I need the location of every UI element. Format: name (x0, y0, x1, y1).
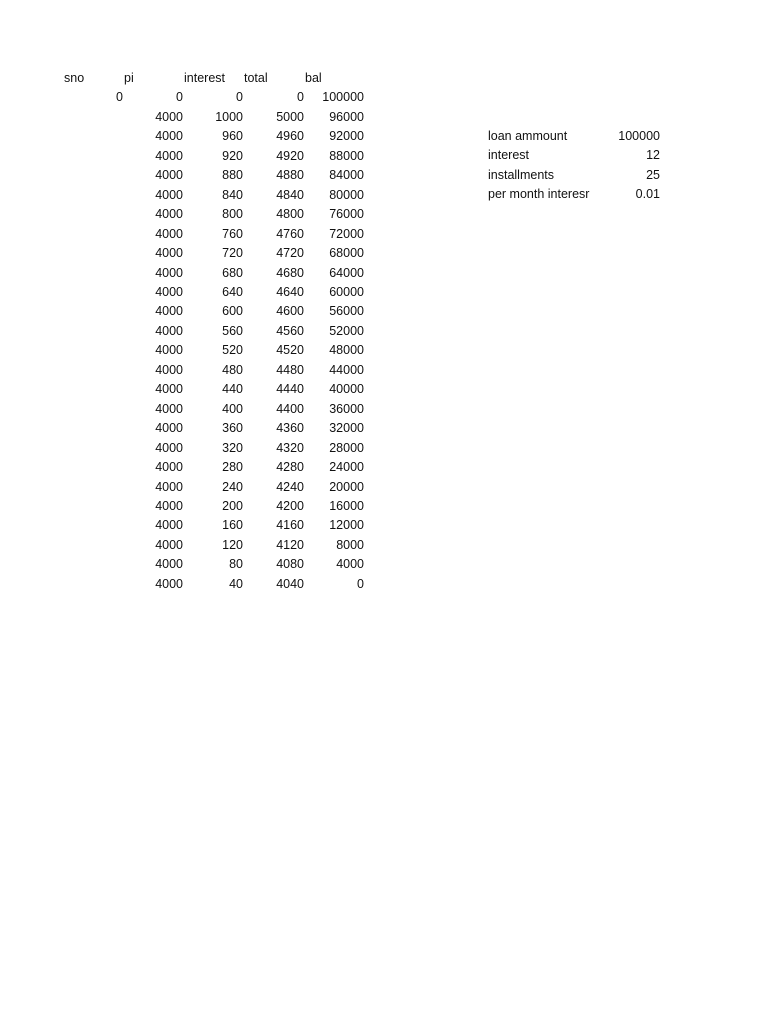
cell-interest: 880 (222, 168, 243, 183)
cell-sno (54, 322, 124, 341)
cell-pi: 4000 (155, 537, 183, 552)
loan-parameters-table (488, 127, 660, 205)
cell-total: 4120 (276, 537, 304, 552)
cell-bal: 24000 (329, 460, 364, 475)
cell-sno (54, 225, 124, 244)
cell-total: 4960 (276, 129, 304, 144)
loan-schedule-table (54, 69, 365, 594)
table-row (54, 108, 365, 127)
header-interest: interest (184, 71, 225, 85)
cell-sno (54, 147, 124, 166)
param-row (488, 185, 660, 204)
cell-interest: 560 (222, 323, 243, 338)
param-row (488, 166, 660, 185)
param-value: 0.01 (635, 187, 660, 202)
table-row (54, 322, 365, 341)
cell-total: 0 (297, 90, 304, 105)
header-bal: bal (305, 71, 322, 85)
cell-sno (54, 400, 124, 419)
cell-total: 4800 (276, 207, 304, 222)
cell-pi: 4000 (155, 518, 183, 533)
cell-pi: 4000 (155, 362, 183, 377)
table-row (54, 283, 365, 302)
cell-interest: 480 (222, 362, 243, 377)
table-row (54, 361, 365, 380)
cell-sno (54, 536, 124, 555)
cell-bal: 68000 (329, 246, 364, 261)
cell-interest: 360 (222, 421, 243, 436)
table-row (54, 555, 365, 574)
cell-sno (54, 380, 124, 399)
table-row (54, 458, 365, 477)
cell-bal: 100000 (322, 90, 364, 105)
param-value: 25 (646, 167, 660, 182)
cell-sno (54, 516, 124, 535)
cell-interest: 720 (222, 246, 243, 261)
cell-interest: 440 (222, 382, 243, 397)
cell-interest: 840 (222, 187, 243, 202)
cell-sno (54, 478, 124, 497)
param-row (488, 146, 660, 165)
cell-sno (54, 127, 124, 146)
cell-pi: 4000 (155, 168, 183, 183)
cell-interest: 520 (222, 343, 243, 358)
cell-sno (54, 497, 124, 516)
cell-bal: 8000 (336, 537, 364, 552)
cell-bal: 52000 (329, 323, 364, 338)
cell-pi: 4000 (155, 498, 183, 513)
cell-bal: 48000 (329, 343, 364, 358)
cell-interest: 800 (222, 207, 243, 222)
cell-sno (54, 419, 124, 438)
cell-total: 4240 (276, 479, 304, 494)
cell-sno (54, 283, 124, 302)
cell-total: 4160 (276, 518, 304, 533)
cell-interest: 640 (222, 284, 243, 299)
cell-bal: 72000 (329, 226, 364, 241)
cell-total: 4480 (276, 362, 304, 377)
cell-bal: 36000 (329, 401, 364, 416)
cell-interest: 240 (222, 479, 243, 494)
table-row (54, 478, 365, 497)
table-row (54, 497, 365, 516)
cell-bal: 92000 (329, 129, 364, 144)
table-row (54, 225, 365, 244)
table-row (54, 341, 365, 360)
cell-sno: 0 (116, 90, 123, 105)
cell-bal: 76000 (329, 207, 364, 222)
table-row (54, 205, 365, 224)
cell-interest: 320 (222, 440, 243, 455)
cell-sno (54, 341, 124, 360)
cell-total: 4680 (276, 265, 304, 280)
cell-total: 4600 (276, 304, 304, 319)
cell-sno (54, 361, 124, 380)
table-row (54, 264, 365, 283)
cell-sno (54, 302, 124, 321)
cell-interest: 1000 (215, 109, 243, 124)
cell-sno (54, 166, 124, 185)
cell-interest: 160 (222, 518, 243, 533)
cell-bal: 12000 (329, 518, 364, 533)
cell-total: 4280 (276, 460, 304, 475)
table-row (54, 302, 365, 321)
cell-total: 4560 (276, 323, 304, 338)
cell-interest: 0 (236, 90, 243, 105)
cell-interest: 40 (229, 576, 243, 591)
table-row (54, 400, 365, 419)
cell-bal: 28000 (329, 440, 364, 455)
param-label: per month interesr (488, 187, 590, 202)
cell-sno (54, 458, 124, 477)
cell-total: 4200 (276, 498, 304, 513)
cell-pi: 4000 (155, 421, 183, 436)
cell-pi: 4000 (155, 129, 183, 144)
cell-pi: 4000 (155, 265, 183, 280)
cell-total: 5000 (276, 109, 304, 124)
cell-bal: 80000 (329, 187, 364, 202)
cell-sno (54, 108, 124, 127)
cell-total: 4640 (276, 284, 304, 299)
cell-interest: 280 (222, 460, 243, 475)
table-row (54, 439, 365, 458)
cell-bal: 56000 (329, 304, 364, 319)
cell-interest: 600 (222, 304, 243, 319)
table-row (54, 88, 365, 107)
cell-total: 4840 (276, 187, 304, 202)
cell-bal: 4000 (336, 557, 364, 572)
cell-pi: 4000 (155, 401, 183, 416)
table-row (54, 419, 365, 438)
cell-bal: 96000 (329, 109, 364, 124)
cell-total: 4440 (276, 382, 304, 397)
table-row (54, 516, 365, 535)
cell-interest: 920 (222, 148, 243, 163)
table-row (54, 166, 365, 185)
table-row (54, 127, 365, 146)
cell-bal: 20000 (329, 479, 364, 494)
cell-total: 4080 (276, 557, 304, 572)
cell-pi: 4000 (155, 343, 183, 358)
cell-sno (54, 244, 124, 263)
param-label: installments (488, 167, 554, 182)
cell-bal: 88000 (329, 148, 364, 163)
cell-interest: 200 (222, 498, 243, 513)
loan-parameters-body (488, 127, 660, 205)
cell-bal: 44000 (329, 362, 364, 377)
cell-pi: 4000 (155, 460, 183, 475)
param-row (488, 127, 660, 146)
cell-pi: 4000 (155, 440, 183, 455)
cell-interest: 960 (222, 129, 243, 144)
header-sno: sno (64, 71, 85, 85)
cell-bal: 60000 (329, 284, 364, 299)
cell-pi: 4000 (155, 207, 183, 222)
cell-total: 4720 (276, 246, 304, 261)
cell-bal: 64000 (329, 265, 364, 280)
cell-sno (54, 439, 124, 458)
cell-pi: 4000 (155, 557, 183, 572)
param-label: loan ammount (488, 129, 568, 143)
cell-interest: 120 (222, 537, 243, 552)
cell-bal: 40000 (329, 382, 364, 397)
cell-pi: 4000 (155, 479, 183, 494)
table-row (54, 244, 365, 263)
header-pi: pi (124, 71, 134, 85)
cell-total: 4920 (276, 148, 304, 163)
cell-interest: 760 (222, 226, 243, 241)
cell-sno (54, 186, 124, 205)
cell-total: 4320 (276, 440, 304, 455)
cell-pi: 4000 (155, 576, 183, 591)
cell-sno (54, 575, 124, 594)
cell-total: 4520 (276, 343, 304, 358)
cell-interest: 400 (222, 401, 243, 416)
loan-schedule-body (54, 88, 365, 594)
table-row (54, 380, 365, 399)
table-row (54, 575, 365, 594)
cell-interest: 680 (222, 265, 243, 280)
cell-pi: 4000 (155, 148, 183, 163)
cell-total: 4360 (276, 421, 304, 436)
cell-pi: 4000 (155, 109, 183, 124)
cell-pi: 4000 (155, 382, 183, 397)
cell-bal: 32000 (329, 421, 364, 436)
cell-pi: 4000 (155, 246, 183, 261)
param-value: 12 (646, 148, 660, 163)
cell-sno (54, 205, 124, 224)
cell-total: 4760 (276, 226, 304, 241)
cell-sno (54, 555, 124, 574)
cell-total: 4400 (276, 401, 304, 416)
cell-interest: 80 (229, 557, 243, 572)
cell-total: 4040 (276, 576, 304, 591)
table-header-row (54, 69, 365, 88)
cell-sno (54, 264, 124, 283)
table-row (54, 147, 365, 166)
cell-pi: 4000 (155, 187, 183, 202)
cell-pi: 0 (176, 90, 183, 105)
table-row (54, 186, 365, 205)
table-row (54, 536, 365, 555)
header-total: total (244, 71, 268, 85)
cell-pi: 4000 (155, 304, 183, 319)
cell-total: 4880 (276, 168, 304, 183)
cell-bal: 84000 (329, 168, 364, 183)
cell-pi: 4000 (155, 226, 183, 241)
param-label: interest (488, 148, 529, 163)
cell-pi: 4000 (155, 323, 183, 338)
cell-bal: 0 (357, 576, 364, 591)
param-value: 100000 (618, 129, 660, 143)
cell-pi: 4000 (155, 284, 183, 299)
cell-bal: 16000 (329, 498, 364, 513)
